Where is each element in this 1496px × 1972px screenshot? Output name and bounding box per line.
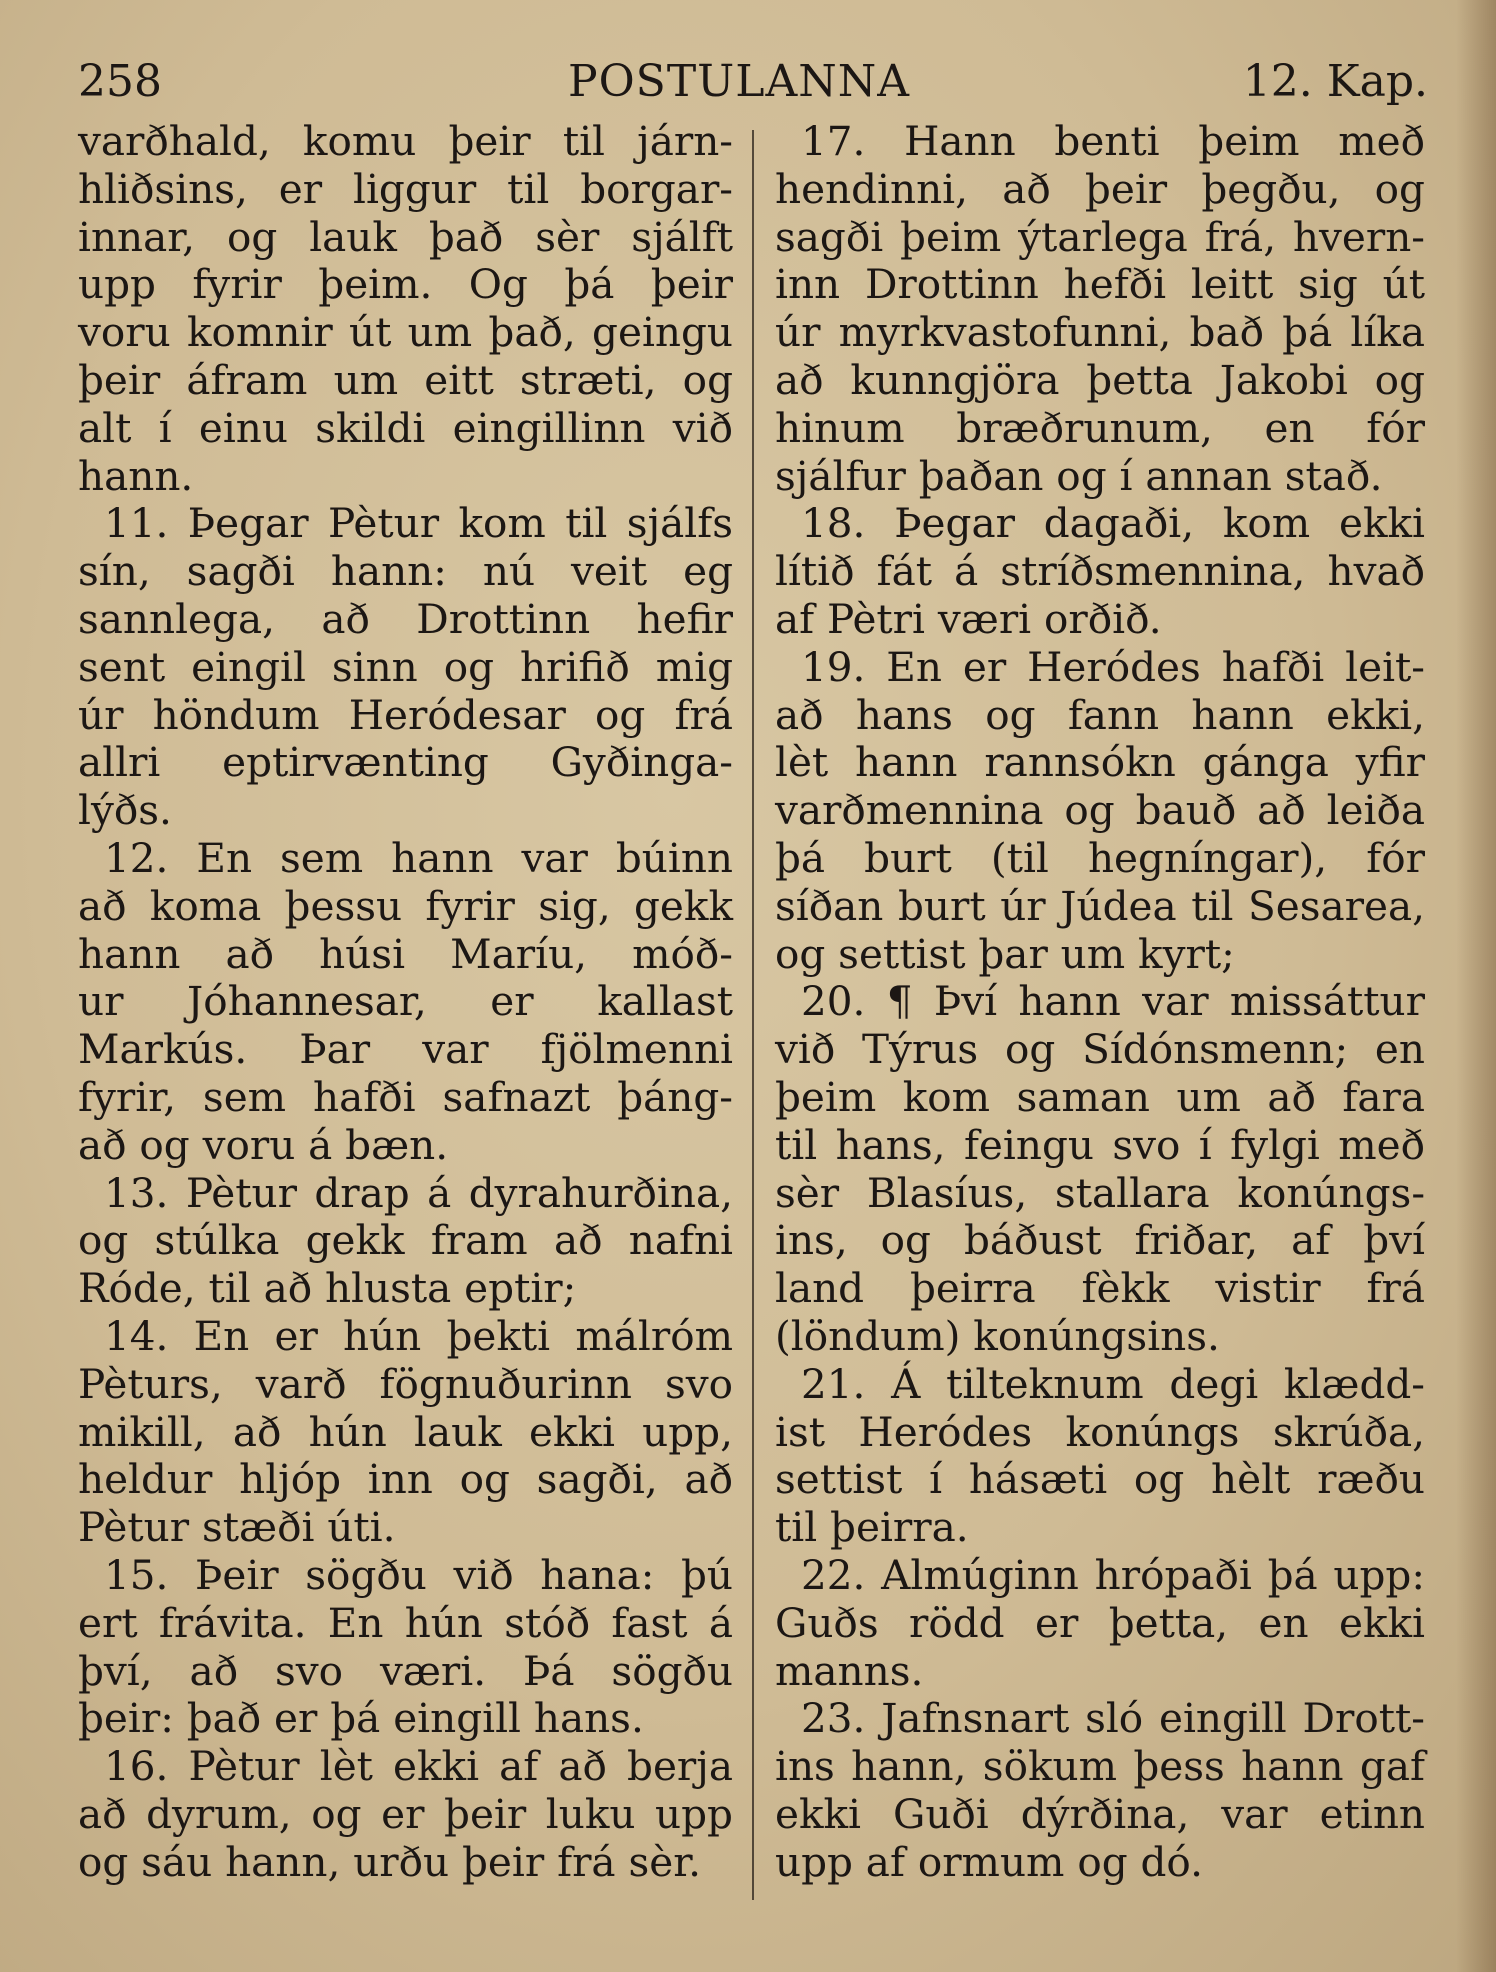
- text-line: voru komnir út um það, geingu: [78, 308, 733, 357]
- text-line: við Týrus og Sídónsmenn; en: [775, 1025, 1425, 1074]
- text-line: sjálfur þaðan og í annan stað.: [775, 451, 1383, 500]
- text-line: (löndum) konúngsins.: [775, 1311, 1220, 1360]
- verse-21-start: 21. Á tilteknum degi klædd-: [801, 1359, 1425, 1408]
- right-column: [775, 118, 1425, 1886]
- text-line: og settist þar um kyrt;: [775, 929, 1235, 978]
- text-line: til þeirra.: [775, 1503, 969, 1552]
- text-line: að og voru á bæn.: [78, 1120, 449, 1169]
- text-line: lýðs.: [78, 786, 172, 835]
- text-line: ins hann, sökum þess hann gaf: [775, 1742, 1425, 1791]
- text-line: til hans, feingu svo í fylgi með: [775, 1120, 1425, 1169]
- text-line: ekki Guði dýrðina, var etinn: [775, 1789, 1425, 1838]
- text-line: að koma þessu fyrir sig, gekk: [78, 881, 733, 930]
- text-line: því, að svo væri. Þá sögðu: [78, 1646, 733, 1695]
- text-line: sent eingil sinn og hrifið mig: [78, 642, 733, 691]
- text-line: mikill, að hún lauk ekki upp,: [78, 1407, 733, 1456]
- text-line: sèr Blasíus, stallara konúngs-: [775, 1168, 1425, 1217]
- text-line: úr höndum Heródesar og frá: [78, 690, 733, 739]
- verse-17-start: 17. Hann benti þeim með: [801, 117, 1425, 165]
- text-line: inn Drottinn hefði leitt sig út: [775, 260, 1425, 309]
- text-line: af Pètri væri orðið.: [775, 594, 1162, 643]
- text-line: ur Jóhannesar, er kallast: [78, 977, 733, 1026]
- text-line: Guðs rödd er þetta, en ekki: [775, 1598, 1425, 1647]
- verse-18-start: 18. Þegar dagaði, kom ekki: [801, 499, 1425, 548]
- verse-12-start: 12. En sem hann var búinn: [104, 833, 733, 882]
- text-line: innar, og lauk það sèr sjálft: [78, 212, 733, 261]
- running-title: POSTULANNA: [568, 56, 911, 107]
- text-line: Pèturs, varð fögnuðurinn svo: [78, 1359, 733, 1408]
- verse-14-start: 14. En er hún þekti málróm: [104, 1311, 733, 1360]
- verse-23-start: 23. Jafnsnart sló eingill Drott-: [801, 1694, 1425, 1743]
- page-number: 258: [78, 56, 162, 107]
- text-line: hendinni, að þeir þegðu, og: [775, 164, 1425, 213]
- text-line: Pètur stæði úti.: [78, 1503, 396, 1552]
- verse-15-start: 15. Þeir sögðu við hana: þú: [104, 1550, 733, 1599]
- text-line: þeir áfram um eitt stræti, og: [78, 355, 733, 404]
- text-line: þeim kom saman um að fara: [775, 1072, 1425, 1121]
- text-line: og stúlka gekk fram að nafni: [78, 1216, 733, 1265]
- text-line: ist Heródes konúngs skrúða,: [775, 1407, 1425, 1456]
- text-line: hann að húsi Maríu, móð-: [78, 929, 733, 978]
- text-line: manns.: [775, 1646, 924, 1695]
- column-divider: [752, 130, 754, 1900]
- verse-20-start: 20. ¶ Því hann var missáttur: [801, 977, 1425, 1026]
- text-line: hliðsins, er liggur til borgar-: [78, 164, 733, 213]
- text-line: upp fyrir þeim. Og þá þeir: [78, 260, 733, 309]
- text-line: varðhald, komu þeir til járn-: [78, 117, 733, 165]
- text-line: að kunngjöra þetta Jakobi og: [775, 355, 1425, 404]
- left-column: [78, 118, 733, 1886]
- text-line: lèt hann rannsókn gánga yfir: [775, 738, 1425, 787]
- text-line: upp af ormum og dó.: [775, 1837, 1203, 1886]
- text-line: þeir: það er þá eingill hans.: [78, 1694, 644, 1743]
- text-line: úr myrkvastofunni, bað þá líka: [775, 308, 1425, 357]
- verse-16-start: 16. Pètur lèt ekki af að berja: [104, 1742, 733, 1791]
- text-line: Róde, til að hlusta eptir;: [78, 1264, 577, 1313]
- verse-22-start: 22. Almúginn hrópaði þá upp:: [801, 1550, 1425, 1599]
- text-line: sagði þeim ýtarlega frá, hvern-: [775, 212, 1425, 261]
- running-header: [78, 52, 1428, 112]
- text-line: lítið fát á stríðsmennina, hvað: [775, 547, 1425, 596]
- text-line: og sáu hann, urðu þeir frá sèr.: [78, 1837, 701, 1886]
- text-line: settist í hásæti og hèlt ræðu: [775, 1455, 1425, 1504]
- text-line: hinum bræðrunum, en fór: [775, 403, 1425, 452]
- text-line: fyrir, sem hafði safnazt þáng-: [78, 1072, 733, 1121]
- text-line: að hans og fann hann ekki,: [775, 690, 1425, 739]
- text-line: alt í einu skildi eingillinn við: [78, 403, 733, 452]
- text-line: þá burt (til hegníngar), fór: [775, 833, 1425, 882]
- text-line: varðmennina og bauð að leiða: [775, 786, 1425, 835]
- page-edge-shadow: [1456, 0, 1496, 1972]
- text-line: að dyrum, og er þeir luku upp: [78, 1789, 733, 1838]
- text-line: ins, og báðust friðar, af því: [775, 1216, 1425, 1265]
- text-line: sín, sagði hann: nú veit eg: [78, 547, 733, 596]
- chapter-label: 12. Kap.: [1242, 56, 1428, 107]
- text-line: Markús. Þar var fjölmenni: [78, 1025, 733, 1074]
- text-line: ert frávita. En hún stóð fast á: [78, 1598, 733, 1647]
- verse-11-start: 11. Þegar Pètur kom til sjálfs: [104, 499, 733, 548]
- text-line: heldur hljóp inn og sagði, að: [78, 1455, 733, 1504]
- text-line: síðan burt úr Júdea til Sesarea,: [775, 881, 1425, 930]
- text-line: allri eptirvænting Gyðinga-: [78, 738, 733, 787]
- text-line: sannlega, að Drottinn hefir: [78, 594, 733, 643]
- verse-13-start: 13. Pètur drap á dyrahurðina,: [104, 1168, 733, 1217]
- verse-19-start: 19. En er Heródes hafði leit-: [801, 642, 1425, 691]
- text-line: hann.: [78, 451, 194, 500]
- text-line: land þeirra fèkk vistir frá: [775, 1264, 1425, 1313]
